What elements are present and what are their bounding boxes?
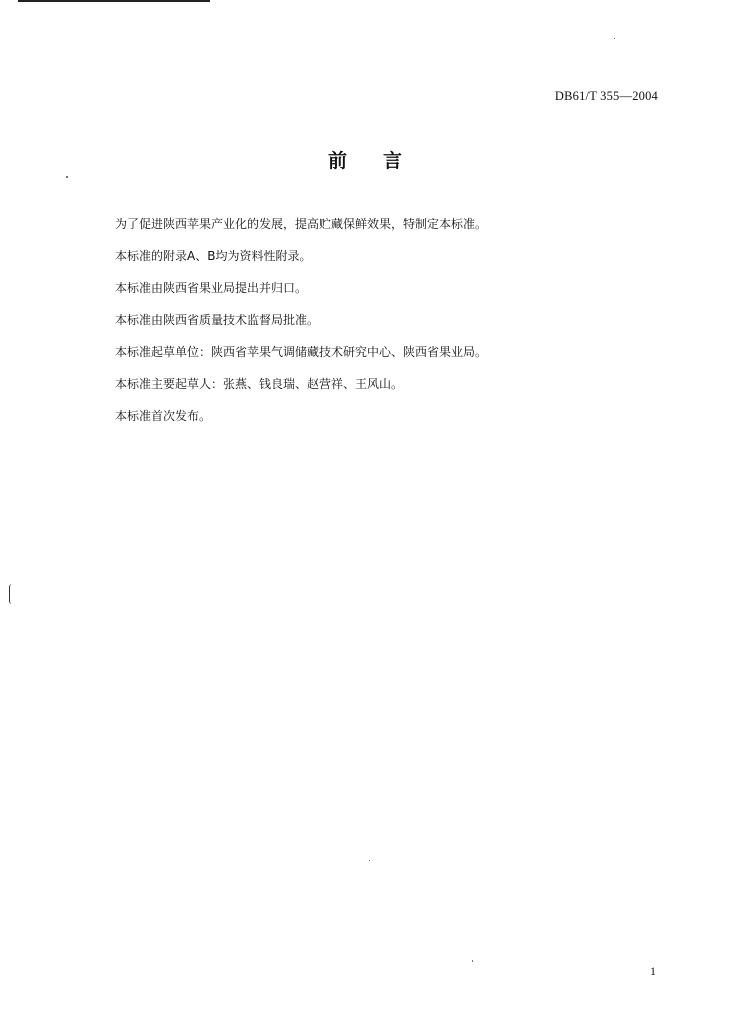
body-text: [115, 216, 635, 440]
top-rule: [18, 0, 210, 2]
paragraph: 本标准首次发布。: [115, 409, 212, 423]
paragraph: 本标准的附录A、B均为资料性附录。: [115, 249, 312, 263]
scan-speck: [66, 176, 68, 178]
paragraph: 本标准由陕西省果业局提出并归口。: [115, 281, 308, 295]
paragraph: 本标准主要起草人：张燕、钱良瑞、赵营祥、王风山。: [115, 377, 404, 391]
paragraph: 本标准起草单位：陕西省苹果气调储藏技术研究中心、陕西省果业局。: [115, 345, 488, 359]
page-title: 前言: [327, 150, 438, 172]
paragraph: 为了促进陕西苹果产业化的发展，提高贮藏保鲜效果，特制定本标准。: [115, 217, 488, 231]
standard-number: DB61/T 355—2004: [554, 89, 658, 103]
paragraph: 本标准由陕西省质量技术监督局批准。: [115, 313, 320, 327]
scan-speck: [614, 38, 615, 39]
scan-speck: [472, 960, 473, 962]
page-number: 1: [650, 964, 656, 978]
scan-speck: [369, 860, 370, 861]
scan-margin-mark: [9, 584, 13, 604]
